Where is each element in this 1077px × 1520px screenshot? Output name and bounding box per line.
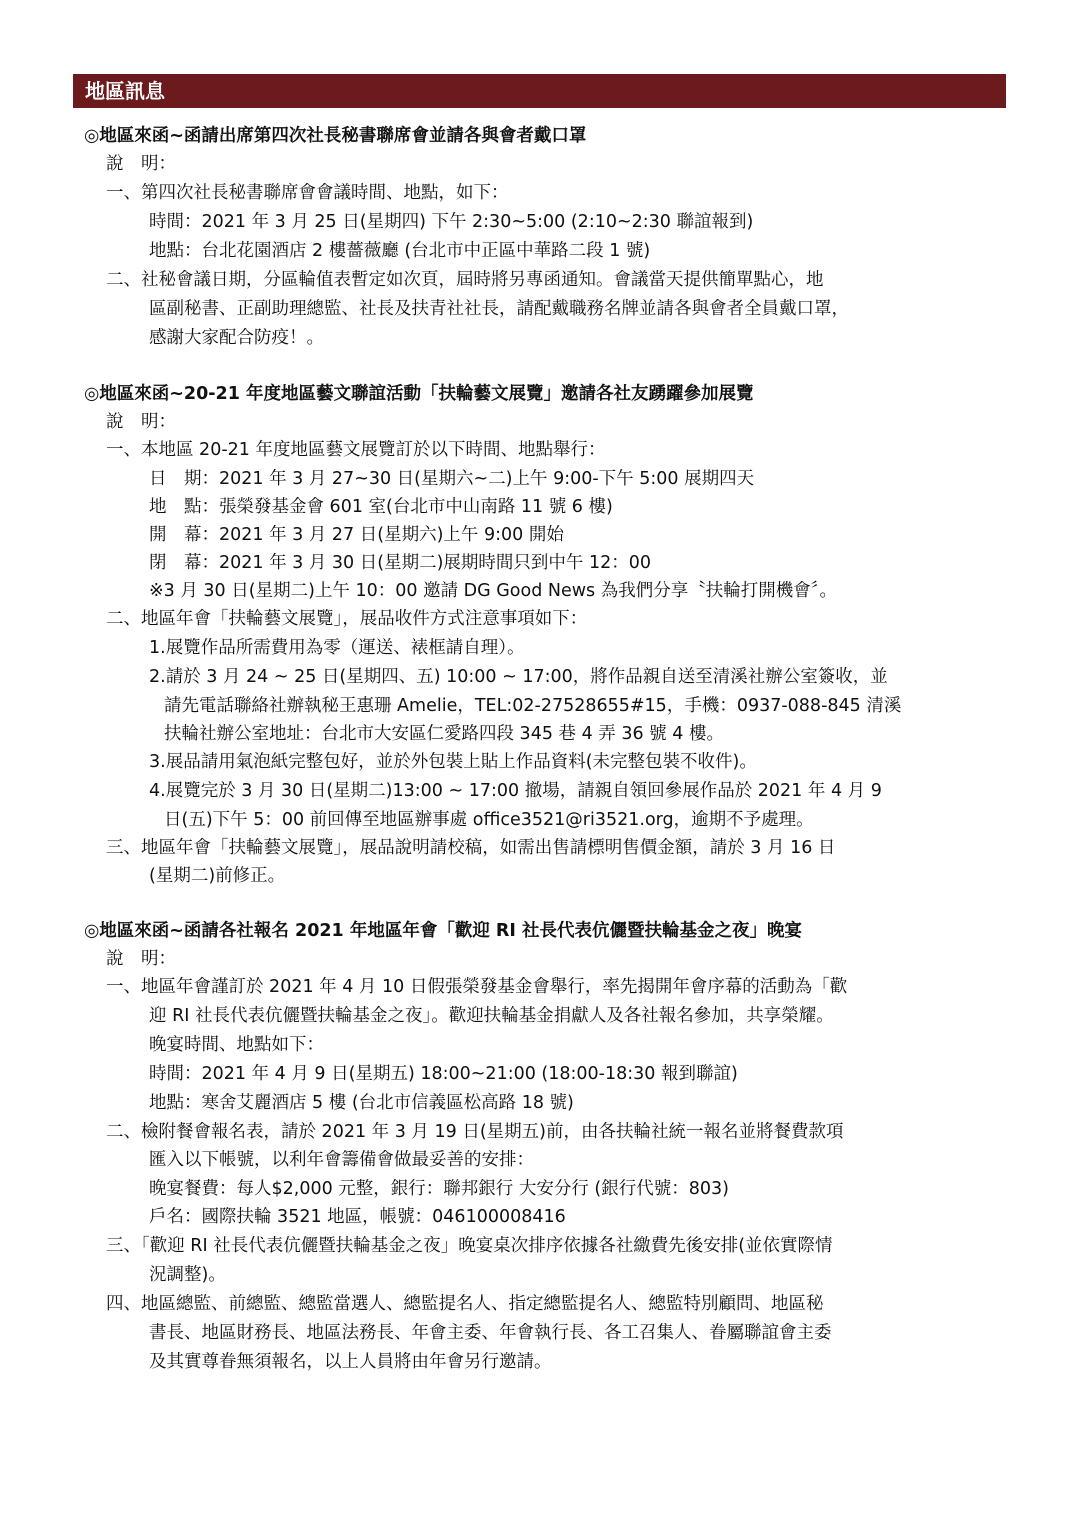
text-line: 1.展覽作品所需費用為零（運送、裱框請自理）。 xyxy=(149,638,525,658)
text-line: 時間：2021 年 4 月 9 日(星期五) 18:00~21:00 (18:00-18:30 報到聯誼) xyxy=(149,1064,738,1084)
text-line: 晚宴餐費：每人$2,000 元整，銀行：聯邦銀行 大安分行 (銀行代號：803) xyxy=(149,1179,729,1199)
text-line: (星期二)前修正。 xyxy=(149,866,286,886)
text-line: 一、地區年會謹訂於 2021 年 4 月 10 日假張榮發基金會舉行，率先揭開年會序幕的活動為「歡 xyxy=(106,977,848,997)
text-line: 四、地區總監、前總監、總監當選人、總監提名人、指定總監提名人、總監特別顧問、地區秘 xyxy=(106,1294,824,1314)
text-line: 時間：2021 年 3 月 25 日(星期四) 下午 2:30~5:00 (2:10~2:30 聯誼報到) xyxy=(149,212,754,232)
text-line: 三、「歡迎 RI 社長代表伉儷暨扶輪基金之夜」晚宴桌次排序依據各社繳費先後安排(並依實際情 xyxy=(106,1236,833,1256)
text-line: 開 幕：2021 年 3 月 27 日(星期六)上午 9:00 開始 xyxy=(149,525,564,545)
section-banner: 地區訊息 xyxy=(73,74,1006,108)
text-line: 晚宴時間、地點如下： xyxy=(149,1035,324,1055)
text-line: 日 期：2021 年 3 月 27~30 日(星期六~二)上午 9:00-下午 5:00 展期四天 xyxy=(149,469,755,489)
text-line: 一、本地區 20-21 年度地區藝文展覽訂於以下時間、地點舉行： xyxy=(106,440,606,460)
text-line: 三、地區年會「扶輪藝文展覽」，展品說明請校稿，如需出售請標明售價金額，請於 3 月 16 日 xyxy=(106,838,836,858)
text-line: 請先電話聯絡社辦執秘王惠珊 Amelie，TEL:02-27528655#15，手機：0937-088-845 清溪 xyxy=(164,696,902,716)
section-heading: ◎地區來函~20-21 年度地區藝文聯誼活動「扶輪藝文展覽」邀請各社友踴躍參加展覽 xyxy=(84,384,754,404)
text-line: 戶名：國際扶輪 3521 地區，帳號：046100008416 xyxy=(149,1207,566,1227)
text-line: ※3 月 30 日(星期二)上午 10：00 邀請 DG Good News 為我們分享〝扶輪打開機會〞。 xyxy=(149,581,837,601)
text-line: 4.展覽完於 3 月 30 日(星期二)13:00 ~ 17:00 撤場，請親自領回參展作品於 2021 年 4 月 9 xyxy=(149,781,882,801)
text-line: 地 點：張榮發基金會 601 室(台北市中山南路 11 號 6 樓) xyxy=(149,497,613,517)
text-line: 一、第四次社長秘書聯席會會議時間、地點，如下： xyxy=(106,183,509,203)
text-line: 迎 RI 社長代表伉儷暨扶輪基金之夜」。歡迎扶輪基金捐獻人及各社報名參加，共享榮耀。 xyxy=(149,1006,834,1026)
text-line: 二、社秘會議日期，分區輪值表暫定如次頁，屆時將另專函通知。會議當天提供簡單點心，地 xyxy=(106,270,824,290)
text-line: 扶輪社辦公室地址：台北市大安區仁愛路四段 345 巷 4 弄 36 號 4 樓。 xyxy=(164,724,724,744)
text-line: 及其實尊眷無須報名，以上人員將由年會另行邀請。 xyxy=(149,1352,552,1372)
section-heading: ◎地區來函~函請出席第四次社長秘書聯席會並請各與會者戴口罩 xyxy=(84,126,587,146)
text-line: 況調整)。 xyxy=(149,1265,226,1285)
text-line: 閉 幕：2021 年 3 月 30 日(星期二)展期時間只到中午 12：00 xyxy=(149,553,652,573)
text-line: 二、檢附餐會報名表，請於 2021 年 3 月 19 日(星期五)前，由各扶輪社統一報名並將餐費款項 xyxy=(106,1122,844,1142)
text-line: 地點：寒舍艾麗酒店 5 樓 (台北市信義區松高路 18 號) xyxy=(149,1093,574,1113)
section-heading: ◎地區來函~函請各社報名 2021 年地區年會「歡迎 RI 社長代表伉儷暨扶輪基金之夜」晚宴 xyxy=(84,921,802,941)
text-line: 區副秘書、正副助理總監、社長及扶青社社長，請配戴職務名牌並請各與會者全員戴口罩， xyxy=(149,299,849,319)
text-line: 說 明： xyxy=(106,154,176,174)
text-line: 2.請於 3 月 24 ~ 25 日(星期四、五) 10:00 ~ 17:00，將作品親自送至清溪社辦公室簽收，並 xyxy=(149,667,888,687)
text-line: 地點：台北花園酒店 2 樓薔薇廳 (台北市中正區中華路二段 1 號) xyxy=(149,241,651,261)
text-line: 說 明： xyxy=(106,949,176,969)
text-line: 說 明： xyxy=(106,412,176,432)
text-line: 書長、地區財務長、地區法務長、年會主委、年會執行長、各工召集人、眷屬聯誼會主委 xyxy=(149,1323,832,1343)
text-line: 匯入以下帳號，以利年會籌備會做最妥善的安排： xyxy=(149,1150,534,1170)
text-line: 感謝大家配合防疫！。 xyxy=(149,328,324,348)
text-line: 3.展品請用氣泡紙完整包好，並於外包裝上貼上作品資料(未完整包裝不收件)。 xyxy=(149,752,757,772)
text-line: 二、地區年會「扶輪藝文展覽」，展品收件方式注意事項如下： xyxy=(106,609,588,629)
text-line: 日(五)下午 5：00 前回傳至地區辦事處 office3521@ri3521.org，逾期不予處理。 xyxy=(164,810,814,830)
